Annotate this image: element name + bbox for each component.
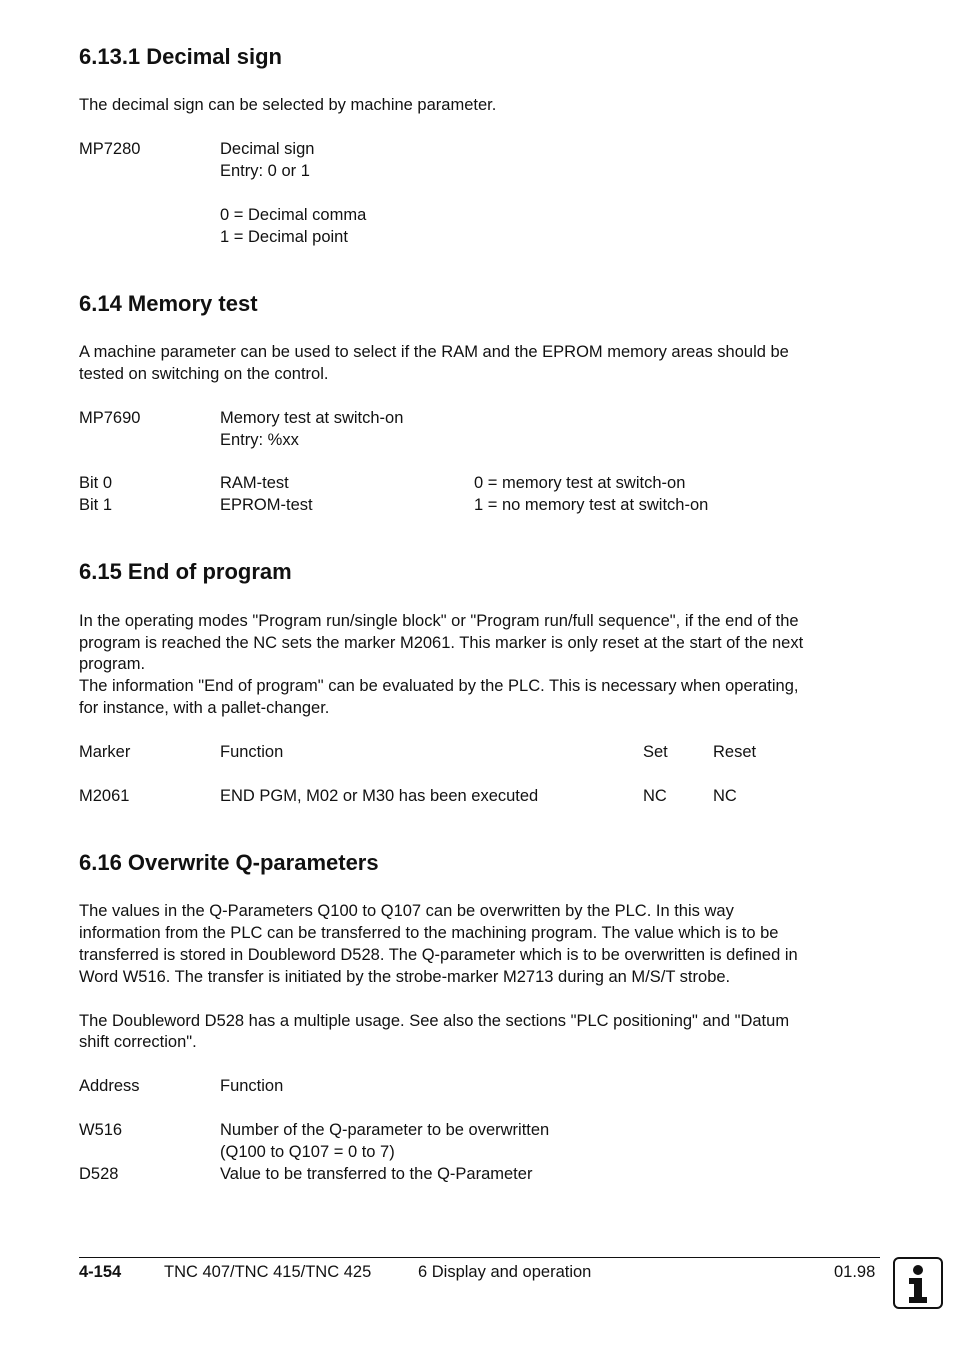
overwrite-paragraph-line: information from the PLC can be transferred to the machining program. The value which is to be [79,924,779,942]
param-mp7280: MP7280 [79,140,141,158]
memory-test-intro-line: tested on switching on the control. [79,365,329,383]
param-line: Decimal sign [220,140,315,158]
table-header-marker: Marker [79,743,131,761]
table-cell-function: END PGM, M02 or M30 has been executed [220,787,539,805]
overwrite-paragraph-line: transferred is stored in Doubleword D528. The Q-parameter which is to be overwritten is defined in [79,946,798,964]
section-heading-overwrite-q-parameters: 6.16 Overwrite Q-parameters [79,850,379,875]
section-heading-memory-test: 6.14 Memory test [79,291,258,316]
table-header-function: Function [220,743,284,761]
table-header-address: Address [79,1077,140,1095]
table-cell-function: Number of the Q-parameter to be overwritten [220,1121,550,1139]
table-cell-set: NC [643,787,667,805]
param-line: Memory test at switch-on [220,409,404,427]
info-icon-glyph [895,1259,941,1307]
bit-name: RAM-test [220,474,289,492]
section-heading-end-of-program: 6.15 End of program [79,559,292,584]
overwrite-paragraph-line: Word W516. The transfer is initiated by the strobe-marker M2713 during an M/S/T strobe. [79,968,731,986]
end-of-program-paragraph-line: program is reached the NC sets the marker M2061. This marker is only reset at the start of the next [79,634,804,652]
bit-description: 1 = no memory test at switch-on [474,496,709,514]
table-cell-reset: NC [713,787,737,805]
footer-model: TNC 407/TNC 415/TNC 425 [164,1263,372,1281]
end-of-program-paragraph-line: The information "End of program" can be evaluated by the PLC. This is necessary when operating, [79,677,799,695]
page-number: 4-154 [79,1263,122,1281]
footer-rule [79,1257,880,1258]
footer-chapter: 6 Display and operation [418,1263,592,1281]
overwrite-paragraph-line: The values in the Q-Parameters Q100 to Q107 can be overwritten by the PLC. In this way [79,902,734,920]
table-cell-function: Value to be transferred to the Q-Parameter [220,1165,533,1183]
footer-date: 01.98 [834,1263,876,1281]
info-icon [893,1257,943,1309]
bit-label: Bit 0 [79,474,113,492]
table-cell-function: (Q100 to Q107 = 0 to 7) [220,1143,395,1161]
overwrite-paragraph-line: shift correction". [79,1033,197,1051]
overwrite-paragraph-line: The Doubleword D528 has a multiple usage. See also the sections "PLC positioning" and "Datum [79,1012,790,1030]
decimal-sign-intro: The decimal sign can be selected by machine parameter. [79,96,497,114]
param-line: Entry: %xx [220,431,299,449]
param-line: 1 = Decimal point [220,228,348,246]
bit-name: EPROM-test [220,496,313,514]
param-mp7690: MP7690 [79,409,141,427]
table-cell-marker: M2061 [79,787,130,805]
end-of-program-paragraph-line: In the operating modes "Program run/single block" or "Program run/full sequence", if the end of the [79,612,799,630]
memory-test-intro-line: A machine parameter can be used to select if the RAM and the EPROM memory areas should be [79,343,789,361]
bit-description: 0 = memory test at switch-on [474,474,686,492]
param-line: 0 = Decimal comma [220,206,367,224]
section-heading-decimal-sign: 6.13.1 Decimal sign [79,44,282,69]
table-cell-address: W516 [79,1121,123,1139]
bit-label: Bit 1 [79,496,113,514]
table-header-function: Function [220,1077,284,1095]
end-of-program-paragraph-line: for instance, with a pallet-changer. [79,699,330,717]
param-line: Entry: 0 or 1 [220,162,310,180]
end-of-program-paragraph-line: program. [79,655,146,673]
table-header-set: Set [643,743,668,761]
table-header-reset: Reset [713,743,757,761]
table-cell-address: D528 [79,1165,119,1183]
